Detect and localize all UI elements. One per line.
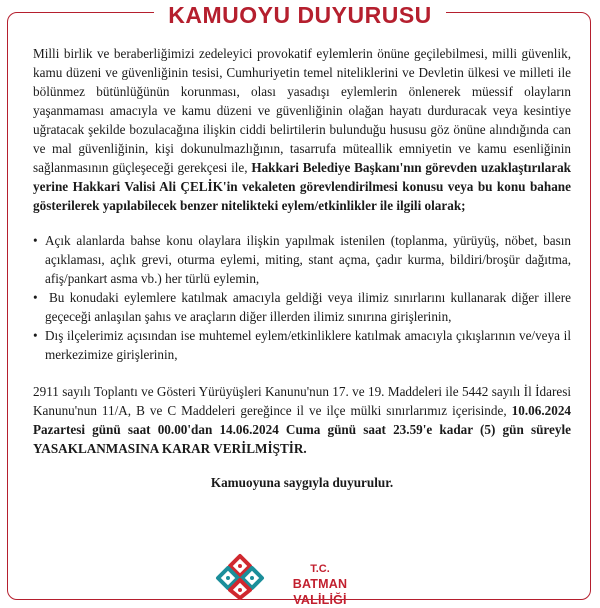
decision-paragraph [33,382,571,458]
intro-bold-text: Hakkari Belediye Başkanı'nın görevden uzaklaştırılarak yerine Hakkari Valisi Ali ÇELİK'in vekaleten görevlendirilmesi konusu veya bu konu bahane gösterilerek yapılabilecek benzer nitelikteki eylem/etkinlikler ile ilgili olarak; [33,160,571,213]
measures-list [33,231,571,364]
bullet-icon: • [33,290,38,305]
announcement-body [33,44,571,492]
intro-text: Milli birlik ve beraberliğimizi zedeleyici provokatif eylemlerin önüne geçilebilmesi, milli güvenlik, kamu düzeni ve güvenliğinin tesisi, Cumhuriyetin temel niteliklerini ve Devletin ülkesi ve milleti ile bölünmez bütünlüğünün korunması, olası yasadışı eylemlerin önlenerek müessif olayların yaşanmaması amacıyla ve kamu düzeni ve güvenliğinin olağan hayatı durduracak veya kesintiye uğratacak şekilde bozulacağına ilişkin ciddi belirtilerin bulunduğu hususu göz önüne alındığında can ve mal güvenliğinin, kişi dokunulmazlığının, tasarrufa müteallik emniyetin ve kamu esenliğinin sağlanmasının güçleşeceği gerekçesi ile, [33,46,571,175]
title-wrap [0,0,600,30]
list-item [33,231,571,288]
page-title: KAMUOYU DUYURUSU [154,0,446,30]
brand-block [270,563,370,608]
brand-name: BATMAN VALİLİĞİ [292,577,348,607]
list-item [33,288,571,326]
decision-bold-text: 10.06.2024 Pazartesi günü saat 00.00'dan 14.06.2024 Cuma günü saat 23.59'e kadar (5) gün süreyle YASAKLANMASINA KARAR VERİLMİŞTİR. [33,403,571,456]
intro-paragraph [33,44,571,215]
batman-governorship-logo-icon [214,552,266,600]
bullet-icon: • [33,328,38,343]
measure-text: Dış ilçelerimiz açısından ise muhtemel eylem/etkinliklere katılmak amacıyla çıkışlarının ve/veya il merkezimize girişlerinin, [45,328,571,362]
closing-line: Kamuoyuna saygıyla duyurulur. [210,475,394,490]
measure-text: Açık alanlarda bahse konu olaylara ilişkin yapılmak istenilen (toplanma, yürüyüş, nöbet, basın açıklaması, açlık grevi, oturma eylemi, miting, stant açma, çadır kurma, bildiri/broşür dağıtma, afiş/pankart asma vb.) her türlü eylemin, [45,233,571,286]
brand-tc: T.C. [310,563,330,575]
measure-text: Bu konudaki eylemlere katılmak amacıyla geldiği veya ilimiz sınırlarını kullanarak diğer illere geçeceği anlaşılan şahıs ve araçların diğer illerden ilimiz sınırına girişlerinin, [45,290,571,324]
list-item [33,326,571,364]
decision-text: 2911 sayılı Toplantı ve Gösteri Yürüyüşleri Kanunu'nun 17. ve 19. Maddeleri ile 5442 sayılı İl İdaresi Kanunu'nun 11/A, B ve C Maddeleri gereğince il ve ilçe mülki sınırlarımız içerisinde, [33,384,571,418]
bullet-icon: • [33,233,38,248]
